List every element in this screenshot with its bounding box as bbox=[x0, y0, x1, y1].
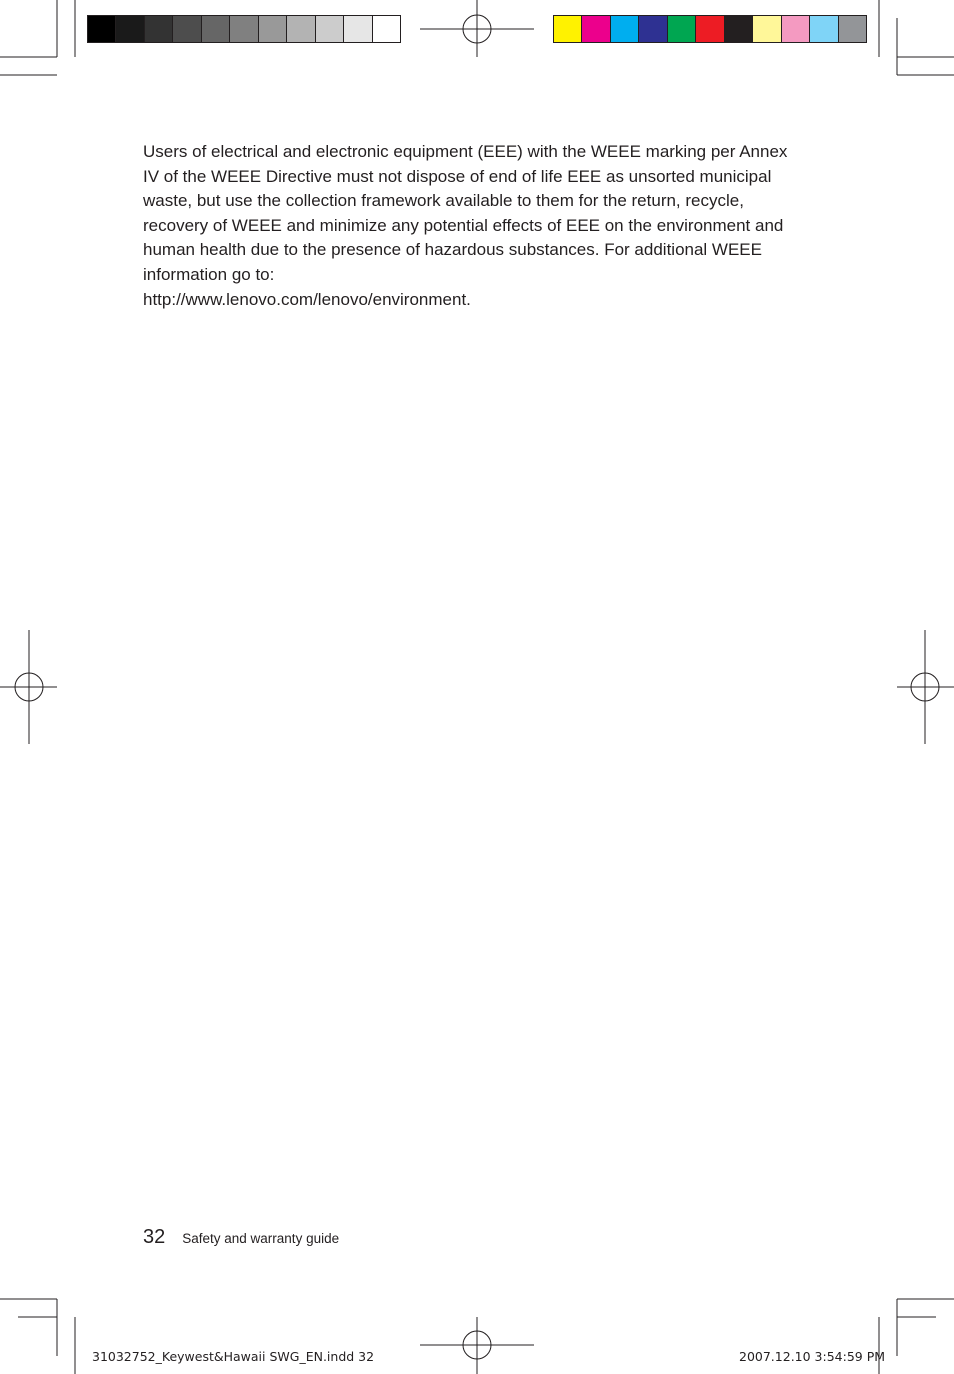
color-swatch bbox=[753, 16, 781, 42]
weee-paragraph-text: Users of electrical and electronic equipment (EEE) with the WEEE marking per Annex IV of the WEEE Directive must not dispose of end of life EEE as unsorted municipal waste, but use the collection framework available to them for the return, recycle, recovery of WEEE and minimize any potential effects of EEE on the environment and human health due to the presence of hazardous substances. For additional WEEE information go to: bbox=[143, 142, 788, 284]
color-swatch bbox=[202, 16, 230, 42]
color-swatch bbox=[259, 16, 287, 42]
page-number: 32 bbox=[143, 1226, 166, 1248]
weee-paragraph bbox=[143, 140, 803, 312]
color-swatch bbox=[839, 16, 866, 42]
color-swatch bbox=[373, 16, 400, 42]
slug-timestamp: 2007.12.10 3:54:59 PM bbox=[739, 1349, 886, 1364]
color-swatch bbox=[696, 16, 724, 42]
color-swatch bbox=[668, 16, 696, 42]
color-swatch bbox=[173, 16, 201, 42]
color-swatch bbox=[810, 16, 838, 42]
color-swatch bbox=[344, 16, 372, 42]
environment-url: http://www.lenovo.com/lenovo/environment. bbox=[143, 289, 471, 309]
color-swatch bbox=[611, 16, 639, 42]
color-swatch bbox=[582, 16, 610, 42]
color-swatch bbox=[639, 16, 667, 42]
process-color-bar bbox=[553, 15, 867, 43]
color-swatch bbox=[725, 16, 753, 42]
registration-mark-icon bbox=[0, 630, 57, 744]
grayscale-color-bar bbox=[87, 15, 401, 43]
color-swatch bbox=[287, 16, 315, 42]
color-swatch bbox=[88, 16, 116, 42]
color-swatch bbox=[554, 16, 582, 42]
slug-file-info: 31032752_Keywest&Hawaii SWG_EN.indd 32 bbox=[92, 1349, 375, 1364]
page-footer bbox=[143, 1226, 339, 1249]
color-swatch bbox=[316, 16, 344, 42]
color-swatch bbox=[145, 16, 173, 42]
footer-title: Safety and warranty guide bbox=[182, 1231, 340, 1246]
color-swatch bbox=[782, 16, 810, 42]
color-swatch bbox=[230, 16, 258, 42]
registration-mark-icon bbox=[420, 1317, 534, 1374]
registration-mark-icon bbox=[420, 0, 534, 57]
color-swatch bbox=[116, 16, 144, 42]
registration-mark-icon bbox=[897, 630, 954, 744]
